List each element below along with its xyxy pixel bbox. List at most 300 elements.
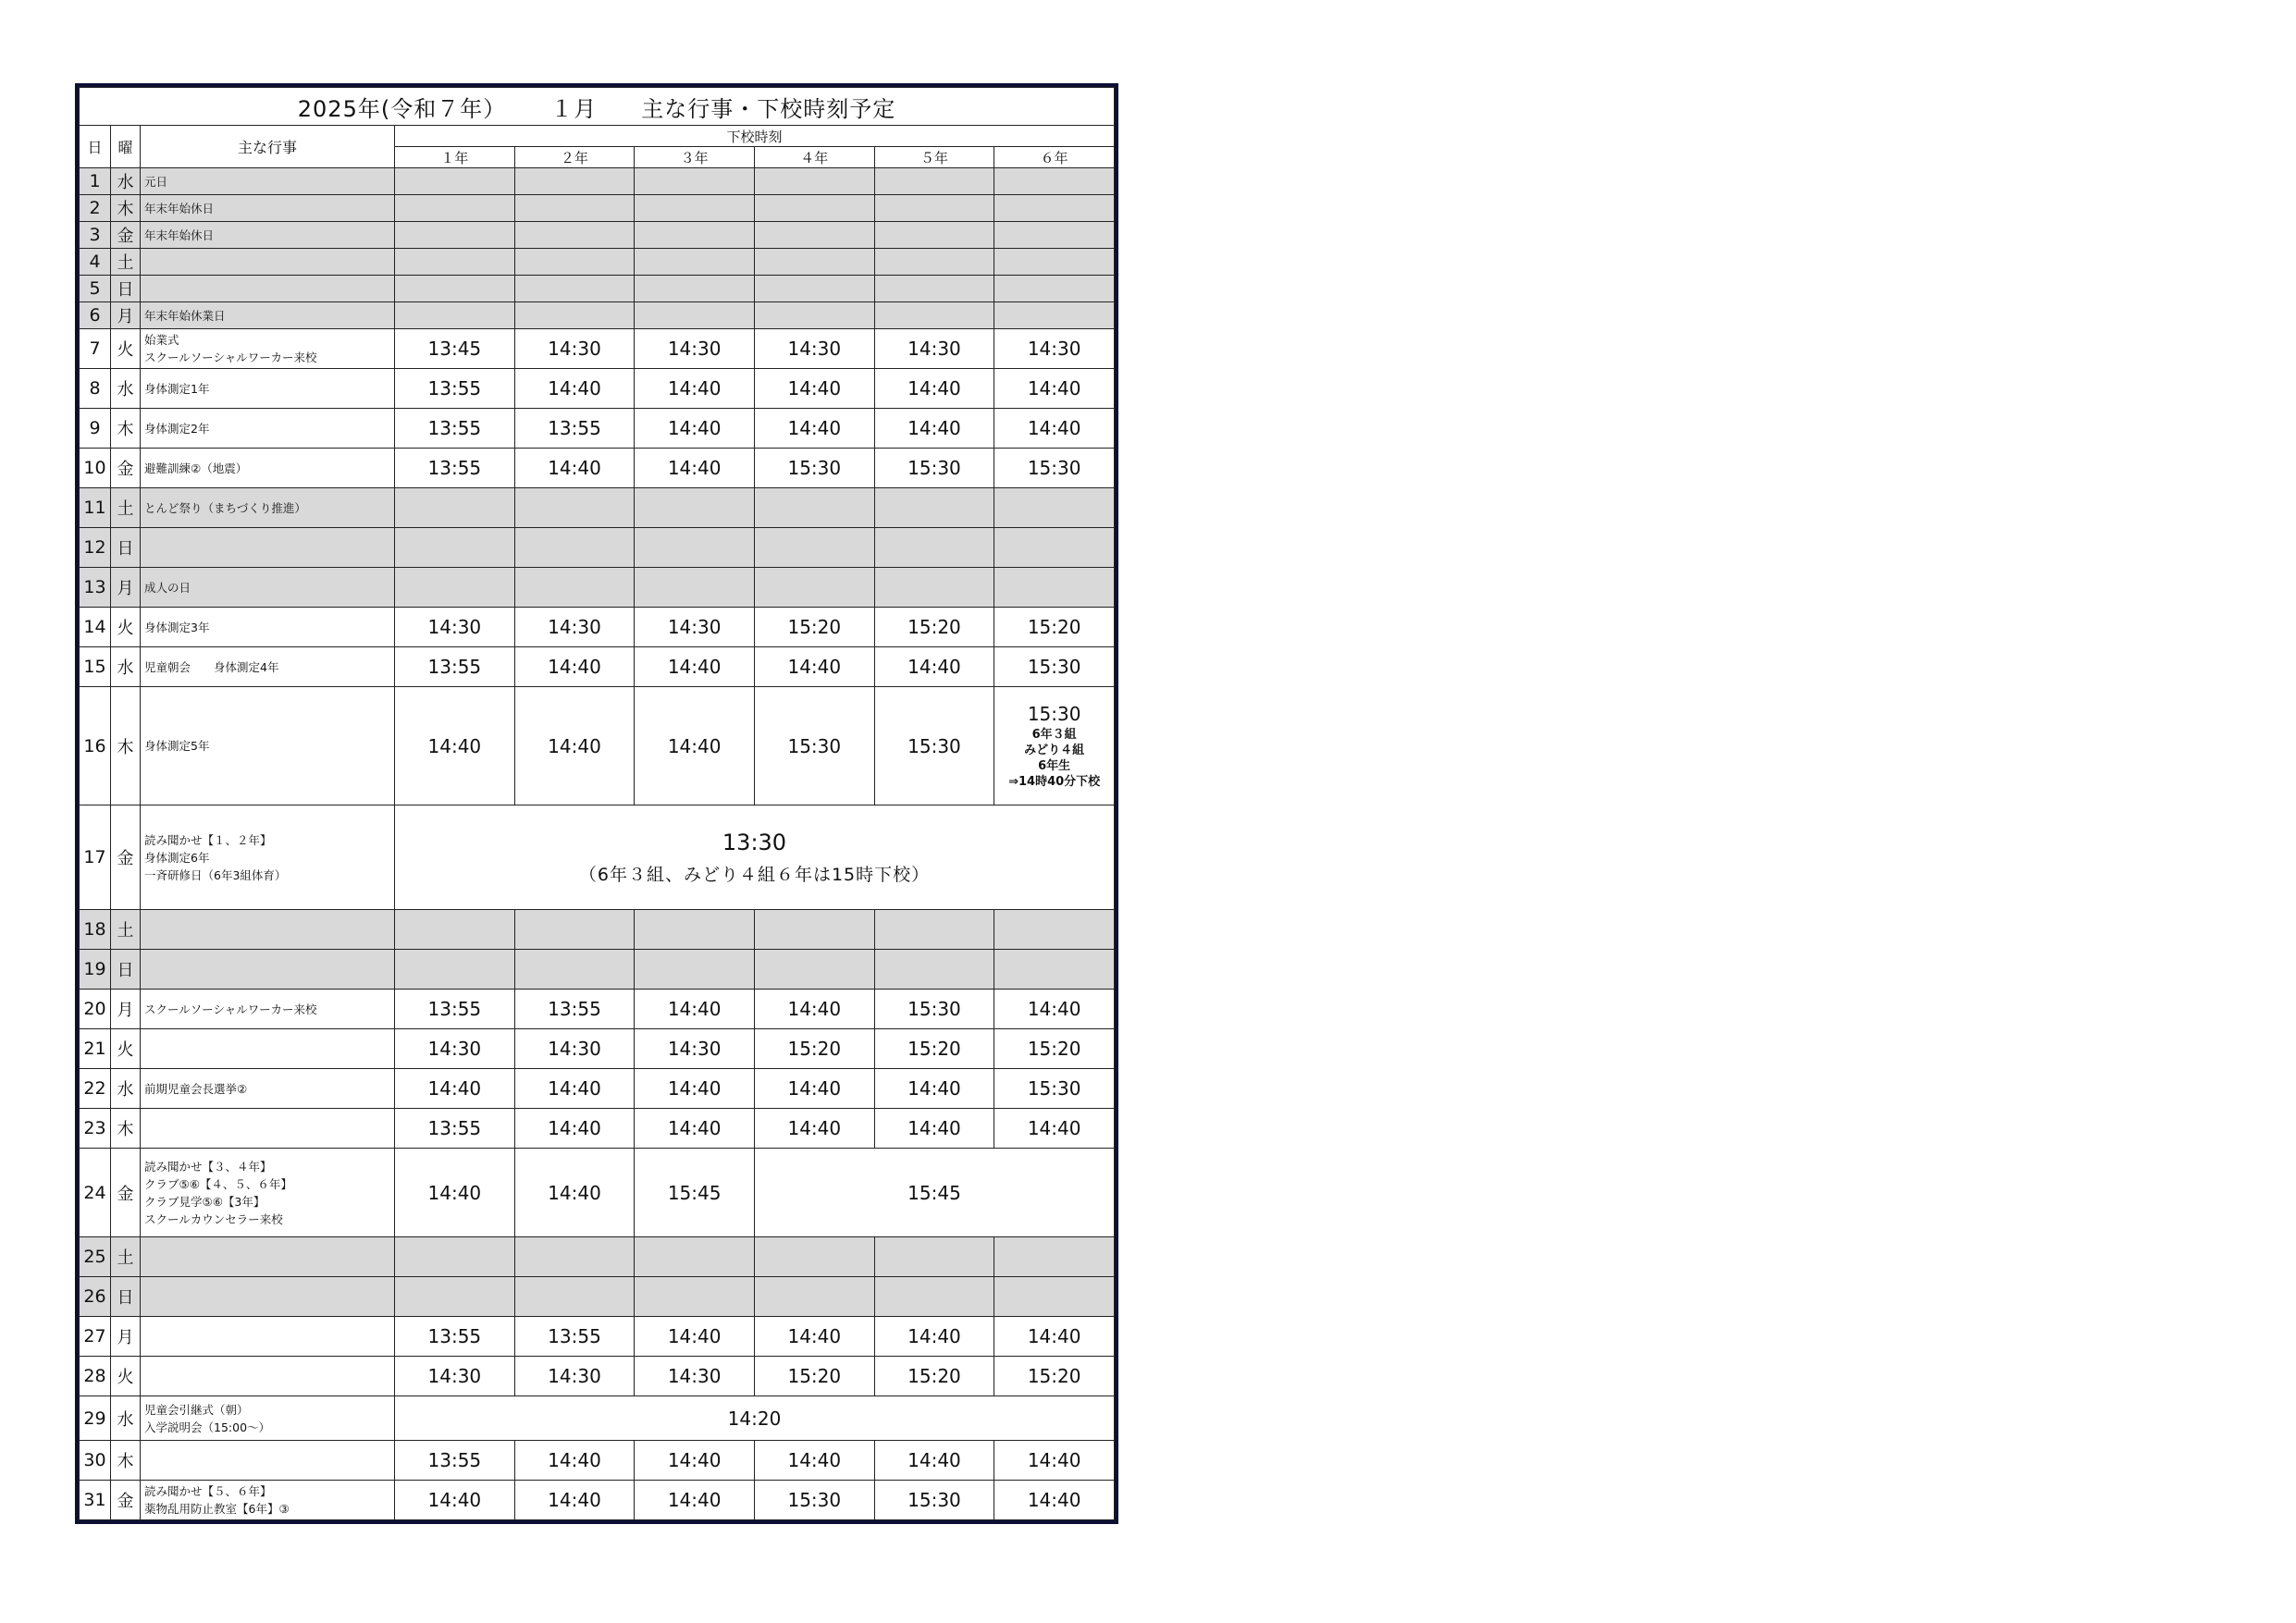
weekday-cell: 水 xyxy=(111,168,141,195)
time-cell xyxy=(395,528,515,568)
time-cell xyxy=(395,195,515,222)
events-cell xyxy=(141,1277,395,1317)
events-cell xyxy=(141,249,395,276)
time-cell xyxy=(395,1441,515,1481)
time-cell xyxy=(994,168,1115,195)
time-cell xyxy=(514,488,635,528)
time-value: 14:40 xyxy=(548,1449,601,1471)
time-value: 15:30 xyxy=(1027,457,1081,479)
time-cell xyxy=(395,488,515,528)
header-events: 主な行事 xyxy=(141,126,395,168)
time-value: 14:40 xyxy=(1027,417,1081,439)
weekday-cell: 水 xyxy=(111,369,141,409)
day-cell: 21 xyxy=(80,1029,111,1069)
time-cell xyxy=(635,276,755,302)
time-cell xyxy=(754,1357,874,1396)
time-cell xyxy=(994,647,1115,687)
time-cell xyxy=(994,990,1115,1029)
time-cell xyxy=(874,329,994,369)
time-value: 15:30 xyxy=(787,734,842,757)
time-cell xyxy=(635,608,755,647)
time-cell xyxy=(514,1357,635,1396)
table-row xyxy=(80,950,1115,990)
title-month: １月 xyxy=(550,95,598,122)
time-cell xyxy=(754,1237,874,1277)
time-value: 13:55 xyxy=(548,1325,601,1347)
time-cell xyxy=(395,1317,515,1357)
time-cell xyxy=(514,568,635,608)
time-cell xyxy=(874,409,994,449)
time-cell xyxy=(395,910,515,950)
day-cell: 13 xyxy=(80,568,111,608)
time-value: 14:30 xyxy=(907,338,961,360)
events-cell xyxy=(141,1149,395,1237)
note-line: ⇒14時40分下校 xyxy=(1008,774,1101,789)
time-cell xyxy=(514,1317,635,1357)
table-row xyxy=(80,1109,1115,1149)
table-row xyxy=(80,449,1115,488)
event-line: 始業式 xyxy=(144,333,179,347)
time-cell xyxy=(395,608,515,647)
weekday-cell: 月 xyxy=(111,568,141,608)
merged-upper-time-cell: 15:45 xyxy=(754,1149,1114,1237)
time-cell xyxy=(754,528,874,568)
weekday-cell: 火 xyxy=(111,329,141,369)
table-row xyxy=(80,1481,1115,1520)
day-cell: 19 xyxy=(80,950,111,990)
event-line: 身体測定3年 xyxy=(144,620,210,634)
time-value: 14:30 xyxy=(548,338,601,360)
time-cell: 14:40 xyxy=(514,1149,635,1237)
time-cell xyxy=(635,1441,755,1481)
table-row xyxy=(80,222,1115,249)
weekday-cell: 日 xyxy=(111,950,141,990)
table-row xyxy=(80,1029,1115,1069)
time-cell xyxy=(635,369,755,409)
time-cell xyxy=(395,222,515,249)
weekday-cell: 火 xyxy=(111,1357,141,1396)
time-cell xyxy=(874,449,994,488)
weekday-cell: 土 xyxy=(111,1237,141,1277)
time-cell xyxy=(754,369,874,409)
time-value: 14:40 xyxy=(907,1117,961,1139)
event-line: 身体測定6年 xyxy=(144,850,210,865)
time-cell xyxy=(754,1317,874,1357)
time-value: 14:40 xyxy=(667,1117,722,1139)
events-cell xyxy=(141,488,395,528)
time-value: 15:30 xyxy=(907,1489,961,1511)
note-line: みどり４組 xyxy=(1024,743,1085,757)
time-cell xyxy=(994,1277,1115,1317)
time-value: 14:30 xyxy=(787,338,842,360)
time-cell xyxy=(635,1069,755,1109)
events-cell xyxy=(141,1481,395,1520)
events-cell xyxy=(141,1029,395,1069)
time-value: 14:30 xyxy=(548,1038,601,1060)
time-value: 14:40 xyxy=(787,377,842,400)
time-cell xyxy=(395,687,515,805)
time-cell xyxy=(635,568,755,608)
time-value: 14:40 xyxy=(787,1077,842,1100)
grade-header: ３年 xyxy=(635,147,755,168)
day-cell: 17 xyxy=(80,805,111,910)
table-row xyxy=(80,1149,1115,1237)
merged-time-note: （6年３組、みどり４組６年は15時下校） xyxy=(578,864,931,885)
weekday-cell: 火 xyxy=(111,608,141,647)
table-row xyxy=(80,409,1115,449)
weekday-cell: 土 xyxy=(111,488,141,528)
events-cell xyxy=(141,1237,395,1277)
time-cell xyxy=(994,488,1115,528)
time-cell xyxy=(395,409,515,449)
time-value: 14:40 xyxy=(548,1117,601,1139)
event-line: 避難訓練②（地震） xyxy=(144,461,248,475)
events-cell xyxy=(141,1069,395,1109)
time-cell xyxy=(514,1069,635,1109)
time-cell xyxy=(874,1277,994,1317)
time-cell xyxy=(514,409,635,449)
time-cell xyxy=(994,449,1115,488)
time-cell xyxy=(874,608,994,647)
time-value: 15:30 xyxy=(1027,1077,1081,1100)
table-row xyxy=(80,990,1115,1029)
time-cell xyxy=(514,1237,635,1277)
events-cell xyxy=(141,910,395,950)
time-cell xyxy=(514,1481,635,1520)
time-cell xyxy=(514,990,635,1029)
time-cell xyxy=(874,249,994,276)
time-value: 14:40 xyxy=(1027,1489,1081,1511)
day-cell: 5 xyxy=(80,276,111,302)
time-cell xyxy=(635,1277,755,1317)
time-cell xyxy=(635,1317,755,1357)
time-value: 14:40 xyxy=(548,656,601,678)
time-value: 14:40 xyxy=(787,656,842,678)
time-cell xyxy=(754,449,874,488)
day-cell: 28 xyxy=(80,1357,111,1396)
table-row xyxy=(80,195,1115,222)
events-cell xyxy=(141,449,395,488)
time-value: 13:55 xyxy=(427,377,482,400)
time-cell xyxy=(635,1109,755,1149)
time-cell xyxy=(994,329,1115,369)
time-cell xyxy=(874,990,994,1029)
table-row xyxy=(80,1396,1115,1441)
events-cell xyxy=(141,805,395,910)
time-value: 14:30 xyxy=(548,1365,601,1387)
time-cell xyxy=(994,910,1115,950)
time-cell xyxy=(635,488,755,528)
day-cell: 20 xyxy=(80,990,111,1029)
day-cell: 12 xyxy=(80,528,111,568)
time-cell xyxy=(514,222,635,249)
merged-time: 13:30 xyxy=(722,829,787,855)
weekday-cell: 日 xyxy=(111,1277,141,1317)
time-value: 15:30 xyxy=(787,1489,842,1511)
events-cell xyxy=(141,409,395,449)
time-cell xyxy=(994,1481,1115,1520)
time-value: 13:55 xyxy=(548,417,601,439)
time-cell xyxy=(395,990,515,1029)
events-cell xyxy=(141,608,395,647)
time-value: 15:20 xyxy=(1027,1038,1081,1060)
time-value: 14:40 xyxy=(1027,998,1081,1020)
time-value: 13:55 xyxy=(548,998,601,1020)
time-cell xyxy=(754,249,874,276)
time-value: 15:20 xyxy=(787,1038,842,1060)
time-value: 14:40 xyxy=(907,377,961,400)
events-cell xyxy=(141,195,395,222)
time-cell xyxy=(635,910,755,950)
time-value: 14:40 xyxy=(907,656,961,678)
time-value: 13:55 xyxy=(427,1449,482,1471)
time-value: 14:40 xyxy=(907,1449,961,1471)
time-cell: 15:45 xyxy=(635,1149,755,1237)
day-cell: 4 xyxy=(80,249,111,276)
event-line: 身体測定2年 xyxy=(144,421,210,436)
events-cell xyxy=(141,1109,395,1149)
time-value: 14:40 xyxy=(1027,1325,1081,1347)
time-cell xyxy=(754,409,874,449)
time-value: 14:30 xyxy=(667,1038,722,1060)
time-cell xyxy=(754,1109,874,1149)
table-row xyxy=(80,1441,1115,1481)
time-cell xyxy=(754,195,874,222)
grade-header: ６年 xyxy=(994,147,1115,168)
time-cell xyxy=(994,1109,1115,1149)
time-cell xyxy=(994,222,1115,249)
weekday-cell: 水 xyxy=(111,1069,141,1109)
time-value: 15:30 xyxy=(1027,656,1081,678)
time-cell xyxy=(395,302,515,329)
table-row xyxy=(80,168,1115,195)
title-year: 2025年(令和７年） xyxy=(297,95,507,122)
time-cell xyxy=(514,910,635,950)
time-cell xyxy=(754,276,874,302)
time-cell xyxy=(395,369,515,409)
time-cell xyxy=(514,276,635,302)
table-row xyxy=(80,276,1115,302)
events-cell xyxy=(141,1396,395,1441)
time-value: 13:55 xyxy=(427,1325,482,1347)
events-cell xyxy=(141,1357,395,1396)
time-value: 14:40 xyxy=(667,998,722,1020)
time-value: 15:20 xyxy=(907,616,961,638)
time-value: 14:40 xyxy=(667,417,722,439)
time-value: 14:40 xyxy=(548,457,601,479)
time-value: 14:30 xyxy=(427,616,482,638)
time-cell: 14:40 xyxy=(395,1149,515,1237)
time-value: 14:30 xyxy=(427,1038,482,1060)
time-cell xyxy=(395,647,515,687)
weekday-cell: 土 xyxy=(111,910,141,950)
time-cell xyxy=(874,168,994,195)
time-cell xyxy=(874,488,994,528)
time-cell xyxy=(994,1357,1115,1396)
time-cell xyxy=(635,302,755,329)
time-cell xyxy=(395,1357,515,1396)
events-cell xyxy=(141,369,395,409)
time-cell xyxy=(874,1109,994,1149)
event-line: 身体測定5年 xyxy=(144,739,210,753)
time-cell xyxy=(514,687,635,805)
events-cell xyxy=(141,568,395,608)
table-row xyxy=(80,910,1115,950)
events-cell xyxy=(141,950,395,990)
day-cell: 24 xyxy=(80,1149,111,1237)
time-cell xyxy=(874,1481,994,1520)
event-line: 児童朝会 身体測定4年 xyxy=(144,659,279,674)
time-cell xyxy=(994,950,1115,990)
time-cell xyxy=(635,329,755,369)
day-cell: 8 xyxy=(80,369,111,409)
day-cell: 22 xyxy=(80,1069,111,1109)
day-cell: 23 xyxy=(80,1109,111,1149)
table-row xyxy=(80,687,1115,805)
merged-time-cell xyxy=(395,805,1115,910)
time-cell xyxy=(994,1237,1115,1277)
time-cell xyxy=(994,687,1115,805)
weekday-cell: 火 xyxy=(111,1029,141,1069)
schedule-table xyxy=(79,87,1115,1520)
time-value: 14:40 xyxy=(548,377,601,400)
time-cell xyxy=(635,195,755,222)
time-cell xyxy=(395,1029,515,1069)
time-cell xyxy=(994,1317,1115,1357)
event-line: 薬物乱用防止教室【6年】③ xyxy=(144,1502,290,1516)
time-cell xyxy=(635,1481,755,1520)
time-value: 14:40 xyxy=(427,1077,482,1100)
time-cell xyxy=(994,249,1115,276)
events-cell xyxy=(141,276,395,302)
time-cell xyxy=(994,195,1115,222)
time-value: 14:40 xyxy=(787,417,842,439)
time-value: 14:40 xyxy=(907,417,961,439)
time-cell xyxy=(994,1069,1115,1109)
time-value: 13:55 xyxy=(427,998,482,1020)
time-cell xyxy=(874,528,994,568)
time-value: 14:40 xyxy=(667,1077,722,1100)
time-cell xyxy=(754,687,874,805)
weekday-cell: 金 xyxy=(111,805,141,910)
time-value: 14:40 xyxy=(787,1449,842,1471)
weekday-cell: 木 xyxy=(111,687,141,805)
events-cell xyxy=(141,528,395,568)
day-cell: 3 xyxy=(80,222,111,249)
weekday-cell: 日 xyxy=(111,276,141,302)
time-cell xyxy=(395,1481,515,1520)
time-value: 14:40 xyxy=(787,998,842,1020)
time-cell xyxy=(395,329,515,369)
weekday-cell: 金 xyxy=(111,449,141,488)
weekday-cell: 土 xyxy=(111,249,141,276)
day-cell: 29 xyxy=(80,1396,111,1441)
time-value: 14:40 xyxy=(907,1325,961,1347)
table-row xyxy=(80,647,1115,687)
events-cell xyxy=(141,329,395,369)
time-cell xyxy=(514,168,635,195)
event-line: クラブ見学⑤⑥【3年】 xyxy=(144,1194,265,1209)
day-cell: 18 xyxy=(80,910,111,950)
time-value: 14:40 xyxy=(1027,377,1081,400)
time-value: 14:30 xyxy=(667,338,722,360)
time-cell xyxy=(994,409,1115,449)
time-cell xyxy=(754,950,874,990)
events-cell xyxy=(141,647,395,687)
time-cell xyxy=(754,1029,874,1069)
time-cell xyxy=(635,222,755,249)
time-cell xyxy=(395,449,515,488)
events-cell xyxy=(141,302,395,329)
time-value: 13:45 xyxy=(427,338,482,360)
event-line: 読み聞かせ【５、６年】 xyxy=(144,1484,272,1498)
header-day: 日 xyxy=(80,126,111,168)
weekday-cell: 日 xyxy=(111,528,141,568)
day-cell: 7 xyxy=(80,329,111,369)
time-cell xyxy=(754,488,874,528)
event-line: スクールカウンセラー来校 xyxy=(144,1211,283,1226)
time-value: 14:40 xyxy=(667,1489,722,1511)
time-cell xyxy=(395,276,515,302)
day-cell: 25 xyxy=(80,1237,111,1277)
time-cell xyxy=(635,990,755,1029)
time-value: 14:40 xyxy=(667,457,722,479)
weekday-cell: 水 xyxy=(111,1396,141,1441)
time-cell xyxy=(874,222,994,249)
note-line: 6年３組 xyxy=(1031,727,1077,742)
time-value: 13:55 xyxy=(427,1117,482,1139)
event-line: 成人の日 xyxy=(144,580,191,595)
event-line: 児童会引継式（朝） xyxy=(144,1402,249,1417)
time-value: 14:40 xyxy=(548,1489,601,1511)
time-cell xyxy=(514,608,635,647)
grade-header: １年 xyxy=(395,147,515,168)
day-cell: 10 xyxy=(80,449,111,488)
weekday-cell: 木 xyxy=(111,409,141,449)
time-cell xyxy=(514,302,635,329)
time-cell xyxy=(635,409,755,449)
time-value: 14:30 xyxy=(427,1365,482,1387)
time-value: 13:55 xyxy=(427,457,482,479)
table-row xyxy=(80,1277,1115,1317)
weekday-cell: 月 xyxy=(111,1317,141,1357)
time-cell xyxy=(514,195,635,222)
time-value: 14:40 xyxy=(548,1077,601,1100)
time-value: 13:55 xyxy=(427,656,482,678)
time-cell xyxy=(514,329,635,369)
time-cell xyxy=(874,568,994,608)
weekday-cell: 金 xyxy=(111,222,141,249)
schedule-sheet xyxy=(75,83,1118,1524)
time-value: 15:20 xyxy=(1027,1365,1081,1387)
day-cell: 26 xyxy=(80,1277,111,1317)
table-row xyxy=(80,302,1115,329)
time-value: 14:30 xyxy=(667,1365,722,1387)
time-value: 14:40 xyxy=(907,1077,961,1100)
time-value: 14:40 xyxy=(787,1117,842,1139)
time-cell xyxy=(514,1277,635,1317)
time-value: 14:30 xyxy=(667,616,722,638)
time-value: 14:40 xyxy=(667,377,722,400)
event-line: 年末年始休業日 xyxy=(144,308,226,323)
time-value: 15:20 xyxy=(907,1038,961,1060)
time-cell xyxy=(754,647,874,687)
day-cell: 30 xyxy=(80,1441,111,1481)
table-row xyxy=(80,528,1115,568)
time-cell xyxy=(514,449,635,488)
time-value: 14:30 xyxy=(1027,338,1081,360)
event-line: 読み聞かせ【１、２年】 xyxy=(144,832,272,847)
